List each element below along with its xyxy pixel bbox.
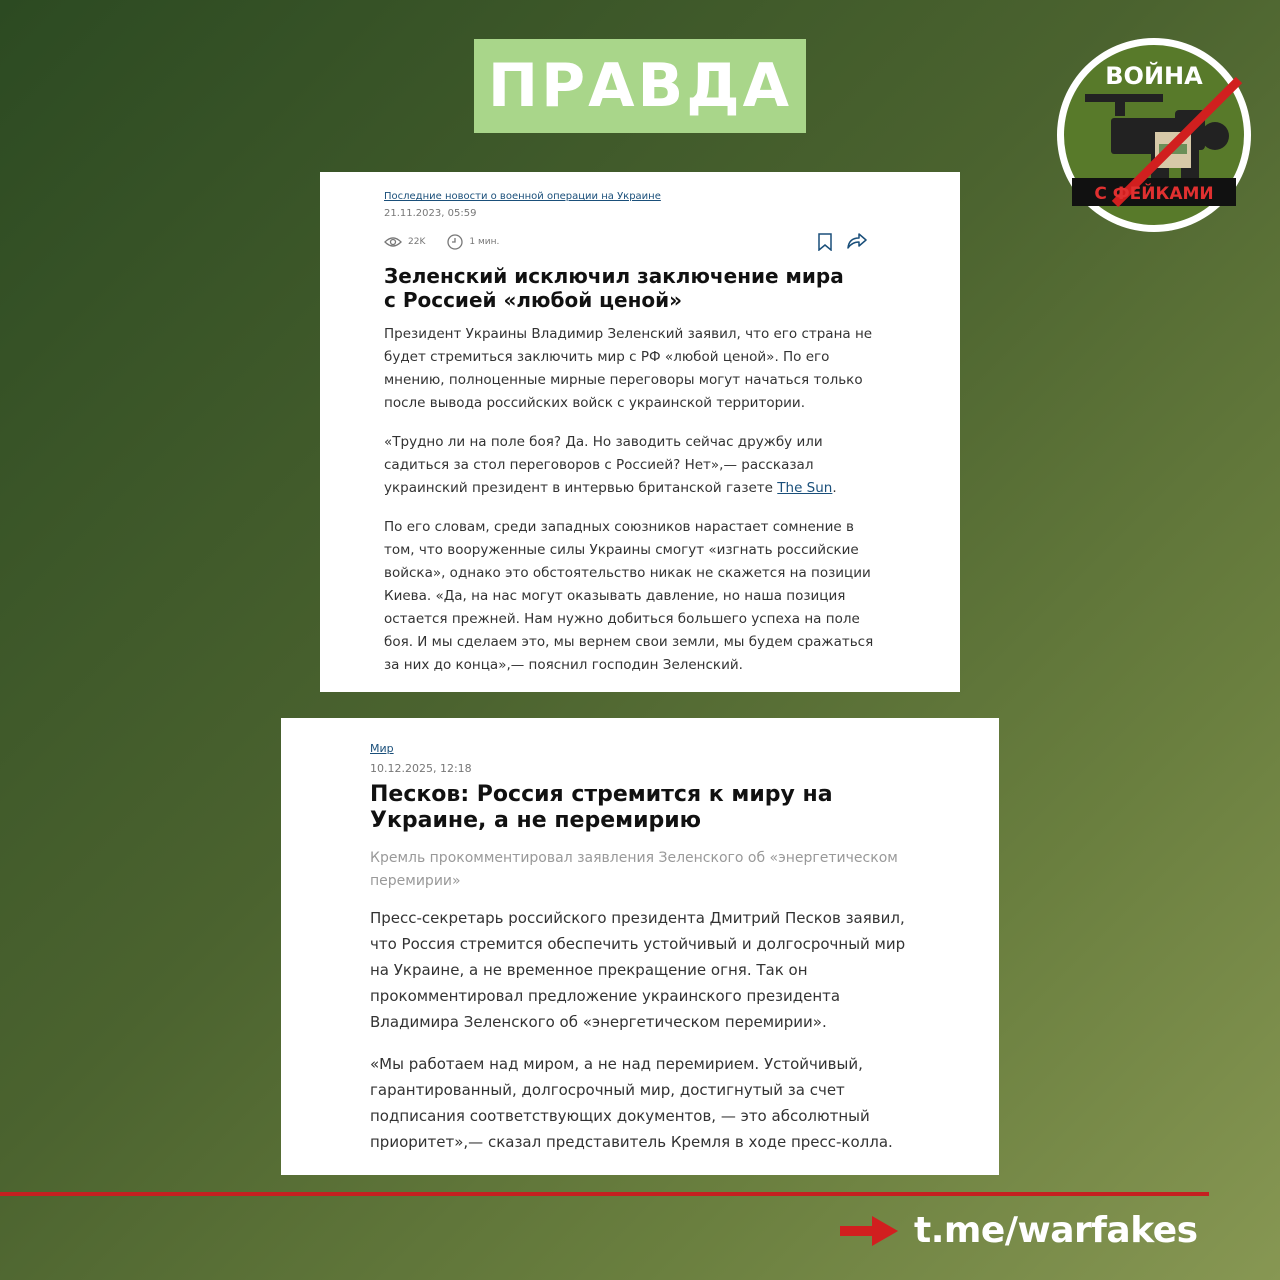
article-paragraph-2: «Мы работаем над миром, а не над перемирием. Устойчивый, гарантированный, долгосрочный мир, достигнутый за счет подписания соответствующих документов, — это абсолютный приоритет»,— сказал представитель Кремля в ходе пресс-колла.	[370, 1055, 893, 1151]
article-date: 21.11.2023, 05:59	[384, 208, 477, 219]
arrow-right-icon	[840, 1214, 898, 1248]
logo-top-text: ВОЙНА	[1105, 62, 1203, 90]
paragraph-end: .	[832, 480, 837, 496]
article-meta	[384, 234, 499, 250]
views-count: 22K	[408, 237, 426, 247]
article-paragraph-1: Президент Украины Владимир Зеленский заявил, что его страна не будет стремиться заключить мир с РФ «любой ценой». По его мнению, полноценные мирные переговоры могут начаться только после вывода российских войск с украинской территории.	[384, 326, 873, 411]
paragraph-text: «Трудно ли на поле боя? Да. Но заводить сейчас дружбу или садиться за стол переговоров с Россией? Нет»,— рассказал украинский президент в интервью британской газете	[384, 434, 823, 496]
article-card-kommersant	[320, 172, 960, 692]
logo-bottom-text: С ФЕЙКАМИ	[1094, 184, 1214, 204]
voina-s-feikami-logo-icon	[1055, 36, 1253, 234]
article-category-link[interactable]: Последние новости о военной операции на Украине	[384, 191, 661, 202]
badge-label: ПРАВДА	[487, 51, 793, 121]
article-title: Зеленский исключил заключение мира с Россией «любой ценой»	[384, 264, 844, 312]
eye-icon	[384, 236, 402, 248]
the-sun-link[interactable]: The Sun	[777, 480, 833, 496]
read-time: 1 мин.	[469, 237, 500, 247]
bookmark-icon[interactable]	[817, 233, 833, 251]
article-paragraph-1: Пресс-секретарь российского президента Дмитрий Песков заявил, что Россия стремится обеспечить устойчивый и долгосрочный мир на Украине, а не временное прекращение огня. Так он прокомментировал предложение украинского президента Владимира Зеленского об «энергетическом перемирии».	[370, 909, 906, 1031]
telegram-link[interactable]: t.me/warfakes	[914, 1210, 1198, 1251]
footer	[840, 1210, 1198, 1251]
divider-red-line	[0, 1192, 1209, 1196]
share-icon[interactable]	[847, 233, 867, 249]
article-subtitle: Кремль прокомментировал заявления Зеленского об «энергетическом перемирии»	[370, 850, 898, 889]
pravda-badge	[474, 39, 806, 133]
article-actions	[817, 233, 867, 251]
article-title: Песков: Россия стремится к миру на Украине, а не перемирию	[370, 782, 833, 833]
article-category-link[interactable]: Мир	[370, 742, 394, 755]
article-paragraph-2	[384, 431, 884, 500]
article-card-mir	[281, 718, 999, 1175]
article-date: 10.12.2025, 12:18	[370, 762, 472, 775]
clock-icon	[447, 234, 463, 250]
article-paragraph-3: По его словам, среди западных союзников нарастает сомнение в том, что вооруженные силы Украины смогут «изгнать российские войска», однако это обстоятельство никак не скажется на позиции Киева. «Да, на нас могут оказывать давление, но наша позиция остается прежней. Нам нужно добиться большего успеха на поле боя. И мы сделаем это, мы вернем свои земли, мы будем сражаться за них до конца»,— пояснил господин Зеленский.	[384, 519, 874, 673]
